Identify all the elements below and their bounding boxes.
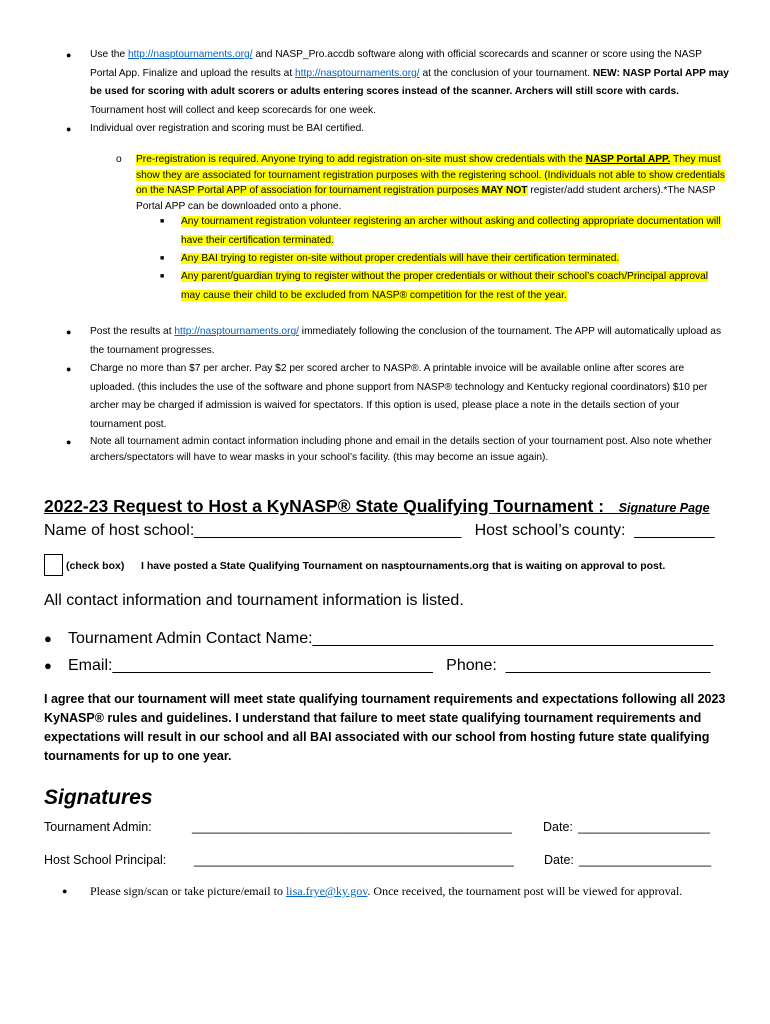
email-field[interactable]: ____________________________________ xyxy=(112,657,433,674)
contact-listed-text: All contact information and tournament information is listed. xyxy=(44,592,464,609)
bullet-icon: ● xyxy=(44,631,52,646)
bullet-icon: ● xyxy=(66,364,72,374)
admin-signature-label: Tournament Admin: xyxy=(44,820,152,834)
host-school-field[interactable]: ______________________________ xyxy=(194,522,462,539)
new-notice: NEW: NASP Portal APP may be used for scoring with adult scorers or adults entering scores instead of the scanner. Archers will still score with cards. xyxy=(90,67,729,97)
principal-signature-field[interactable]: ______________________________________________ xyxy=(194,853,514,867)
item-text: Tournament host will collect and keep scorecards for one week. xyxy=(90,104,376,116)
signature-page-label: Signature Page xyxy=(618,501,710,515)
host-school-label: Name of host school: xyxy=(44,522,195,539)
sub-list-item xyxy=(116,152,726,214)
bullet-icon: ● xyxy=(66,437,72,447)
bullet-icon: ● xyxy=(66,124,72,134)
square-list-item xyxy=(160,250,726,269)
nasp-link[interactable]: http://nasptournaments.org/ xyxy=(174,326,299,337)
county-label: Host school’s county: xyxy=(474,522,626,539)
phone-label: Phone: xyxy=(446,657,497,674)
item-text: Pre-registration is required. Anyone trying to add registration on-site must show credentials with the xyxy=(136,154,586,165)
item-text: They must show they are associated for tournament registration purposes with the registering school. (Individuals not able to show credentials on the NASP Portal APP of association for tournament registration purposes xyxy=(136,154,725,196)
admin-date-field[interactable]: ___________________ xyxy=(578,820,711,834)
county-field[interactable]: _________ xyxy=(634,522,715,539)
date-label: Date: xyxy=(544,853,574,867)
email-phone-row xyxy=(44,657,710,675)
signatures-heading: Signatures xyxy=(44,786,153,809)
agreement-text: I agree that our tournament will meet state qualifying tournament requirements and expectations following all 2023 KyNASP® rules and guidelines. I understand that failure to meet state qualifying tournament requirements and expectations will result in our school and all BAI associated with our school from hosting future state qualifying tournaments for up to one year. xyxy=(44,692,726,763)
item-text: Any tournament registration volunteer registering an archer without asking and collecting appropriate documentation will have their certification terminated. xyxy=(181,216,721,246)
admin-contact-field[interactable]: _____________________________________________ xyxy=(312,630,713,647)
final-note-text: Please sign/scan or take picture/email to xyxy=(90,884,286,898)
square-bullet-icon: ■ xyxy=(160,218,165,225)
nasp-link[interactable]: http://nasptournaments.org/ xyxy=(295,67,420,79)
item-text: at the conclusion of your tournament. xyxy=(419,67,593,79)
list-item xyxy=(66,434,730,466)
checkbox-label: (check box) xyxy=(66,560,125,572)
portal-app-emphasis: NASP Portal APP. xyxy=(585,154,671,165)
list-item xyxy=(66,46,730,120)
square-list-item xyxy=(160,213,726,250)
bullet-icon: ● xyxy=(66,327,72,337)
item-text: and NASP_Pro.accdb software along with official scorecards and scanner or score using the NASP Portal App. Finalize and upload the results at xyxy=(90,49,702,79)
list-item xyxy=(66,323,730,360)
item-text: Charge no more than $7 per archer. Pay $2 per scored archer to NASP®. A printable invoice will be available online after scores are uploaded. (this includes the use of the software and phone support from NASP® technology and Kentucky regional coordinators) $10 per archer may be charged if admission is waived for spectators. If this option is used, please place a note in the details section of your tournament post. xyxy=(90,363,708,430)
contact-email-link[interactable]: lisa.frye@ky.gov xyxy=(285,884,368,898)
item-text: register/add student archers).*The NASP Portal APP can be downloaded onto a phone. xyxy=(136,185,716,212)
page-title xyxy=(44,496,734,517)
bullet-icon: ● xyxy=(66,50,72,60)
principal-date-field[interactable]: ___________________ xyxy=(579,853,712,867)
phone-field[interactable]: _______________________ xyxy=(505,657,711,674)
admin-signature-field[interactable]: ______________________________________________ xyxy=(192,820,512,834)
checkbox-statement: I have posted a State Qualifying Tournament on nasptournaments.org that is waiting on approval to post. xyxy=(141,560,666,572)
final-note-text: . Once received, the tournament post will be viewed for approval. xyxy=(367,884,683,898)
posted-checkbox[interactable] xyxy=(44,554,63,576)
circle-bullet-icon: o xyxy=(116,154,122,165)
may-not-emphasis: MAY NOT xyxy=(481,185,528,196)
bullet-icon: ● xyxy=(44,658,52,673)
list-item xyxy=(66,360,730,434)
item-text: Use the xyxy=(90,49,128,60)
email-label: Email: xyxy=(68,657,113,674)
title-text: 2022-23 Request to Host a KyNASP® State Qualifying Tournament : xyxy=(44,496,605,516)
admin-signature-row xyxy=(44,820,734,834)
item-text: Any parent/guardian trying to register without the proper credentials or without their school’s coach/Principal approval may cause their child to be excluded from NASP® competition for the rest of the year. xyxy=(181,271,709,301)
nasp-link[interactable]: http://nasptournaments.org/ xyxy=(127,49,253,60)
square-bullet-icon: ■ xyxy=(160,255,165,262)
list-item xyxy=(66,120,730,139)
date-label: Date: xyxy=(543,820,573,834)
principal-signature-row xyxy=(44,853,734,867)
admin-contact-label: Tournament Admin Contact Name: xyxy=(68,630,313,647)
bullet-icon: ● xyxy=(62,886,68,896)
square-bullet-icon: ■ xyxy=(160,273,165,280)
item-text: Note all tournament admin contact information including phone and email in the details section of your tournament post. Also note whether archers/spectators will have to wear masks in your school’s facility. (this may become an issue again). xyxy=(90,436,712,463)
item-text: Individual over registration and scoring must be BAI certified. xyxy=(90,123,365,134)
item-text: Post the results at xyxy=(90,326,175,337)
principal-signature-label: Host School Principal: xyxy=(44,853,167,867)
item-text: immediately following the conclusion of the tournament. The APP will automatically upload as the tournament progresses. xyxy=(90,326,722,356)
square-list-item xyxy=(160,268,726,305)
host-school-row xyxy=(44,522,714,540)
admin-contact-row xyxy=(44,630,713,648)
item-text: Any BAI trying to register on-site without proper credentials will have their certification terminated. xyxy=(181,253,620,264)
